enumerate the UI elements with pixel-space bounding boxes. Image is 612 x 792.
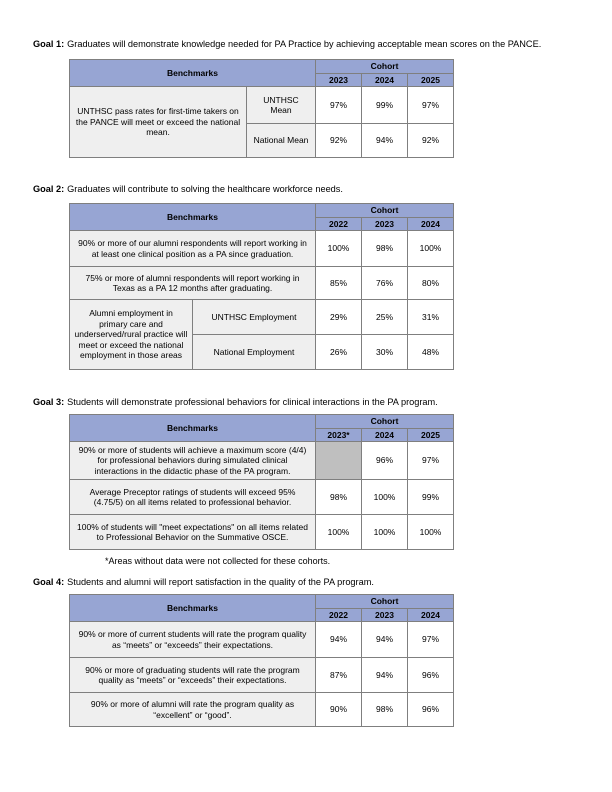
goal1-label: Goal 1: [33,39,65,49]
goal3-text: Students will demonstrate professional behaviors for clinical interactions in the PA program. [67,397,438,407]
year-header: 2022 [316,217,362,231]
cohort-header: Cohort [316,595,454,609]
table-row [70,442,454,480]
table-row [70,693,454,727]
table-header-row [70,595,454,609]
benchmark-cell: 90% or more of our alumni respondents will report working in at least one clinical position as a PA since graduation. [70,231,316,267]
value-cell: 48% [408,335,454,370]
goal2-text: Graduates will contribute to solving the healthcare workforce needs. [67,184,343,194]
value-cell: 90% [316,693,362,727]
value-cell: 97% [316,87,362,124]
value-cell: 98% [362,231,408,267]
goal3-heading [33,396,612,408]
benchmarks-header: Benchmarks [70,204,316,231]
value-cell: 100% [408,515,454,550]
year-header: 2024 [362,73,408,87]
table-row [70,231,454,267]
goal4-table [69,594,454,727]
value-cell: 100% [362,480,408,515]
benchmark-cell: 100% of students will "meet expectations" on all items related to Professional Behavior on the Summative OSCE. [70,515,316,550]
value-cell: 97% [408,622,454,658]
year-header: 2022 [316,608,362,622]
value-cell: 97% [408,87,454,124]
value-cell: 100% [316,231,362,267]
value-cell: 92% [316,124,362,158]
cohort-header: Cohort [316,60,454,74]
value-cell: 30% [362,335,408,370]
benchmark-cell: Average Preceptor ratings of students will exceed 95% (4.75/5) on all items related to professional behavior. [70,480,316,515]
value-cell: 99% [408,480,454,515]
year-header: 2024 [408,608,454,622]
table-row [70,300,454,335]
value-cell: 25% [362,300,408,335]
value-cell: 96% [408,693,454,727]
benchmark-cell: 90% or more of alumni will rate the program quality as “excellent” or “good”. [70,693,316,727]
table-row [70,480,454,515]
goal1-heading [33,38,612,50]
no-data-cell [316,442,362,480]
table-row [70,622,454,658]
value-cell: 26% [316,335,362,370]
value-cell: 80% [408,267,454,300]
table-row [70,267,454,300]
goal2-label: Goal 2: [33,184,65,194]
benchmark-cell: UNTHSC pass rates for first-time takers on the PANCE will meet or exceed the national mean. [70,87,247,158]
goal2-table [69,203,454,370]
value-cell: 96% [408,658,454,693]
benchmarks-header: Benchmarks [70,415,316,442]
year-header: 2024 [362,428,408,442]
sub-label-cell: National Employment [193,335,316,370]
year-header: 2024 [408,217,454,231]
year-header: 2023 [316,73,362,87]
table-header-row [70,204,454,218]
benchmark-cell: 90% or more of graduating students will rate the program quality as “meets” or “exceeds” their expectations. [70,658,316,693]
table-row [70,87,454,124]
value-cell: 92% [408,124,454,158]
goal3-label: Goal 3: [33,397,65,407]
value-cell: 100% [316,515,362,550]
value-cell: 99% [362,87,408,124]
benchmark-cell: Alumni employment in primary care and underserved/rural practice will meet or exceed the national employment in those areas [70,300,193,370]
value-cell: 98% [316,480,362,515]
benchmarks-header: Benchmarks [70,595,316,622]
table-row [70,515,454,550]
year-header: 2025 [408,73,454,87]
sub-label-cell: National Mean [247,124,316,158]
cohort-header: Cohort [316,415,454,429]
table-header-row [70,415,454,429]
value-cell: 98% [362,693,408,727]
sub-label-cell: UNTHSC Employment [193,300,316,335]
goal1-table [69,59,454,158]
table-header-row [70,60,454,74]
benchmark-cell: 75% or more of alumni respondents will report working in Texas as a PA 12 months after graduating. [70,267,316,300]
goal2-heading [33,183,612,195]
benchmark-cell: 90% or more of current students will rate the program quality as “meets” or “exceeds” their expectations. [70,622,316,658]
value-cell: 94% [362,124,408,158]
value-cell: 100% [362,515,408,550]
value-cell: 94% [362,622,408,658]
value-cell: 76% [362,267,408,300]
value-cell: 31% [408,300,454,335]
table-row [70,658,454,693]
cohort-header: Cohort [316,204,454,218]
year-header: 2025 [408,428,454,442]
goal1-text: Graduates will demonstrate knowledge needed for PA Practice by achieving acceptable mean scores on the PANCE. [67,39,542,49]
year-header: 2023 [362,217,408,231]
value-cell: 87% [316,658,362,693]
goal4-heading [33,576,612,588]
value-cell: 97% [408,442,454,480]
value-cell: 100% [408,231,454,267]
table-footnote: *Areas without data were not collected for these cohorts. [105,556,331,566]
goal4-label: Goal 4: [33,577,65,587]
benchmark-cell: 90% or more of students will achieve a maximum score (4/4) for professional behaviors during simulated clinical interactions in the didactic phase of the PA program. [70,442,316,480]
value-cell: 96% [362,442,408,480]
value-cell: 29% [316,300,362,335]
benchmarks-header: Benchmarks [70,60,316,87]
sub-label-cell: UNTHSC Mean [247,87,316,124]
value-cell: 85% [316,267,362,300]
goal4-text: Students and alumni will report satisfaction in the quality of the PA program. [67,577,374,587]
value-cell: 94% [362,658,408,693]
year-header: 2023 [362,608,408,622]
year-header: 2023* [316,428,362,442]
goal3-table [69,414,454,550]
value-cell: 94% [316,622,362,658]
